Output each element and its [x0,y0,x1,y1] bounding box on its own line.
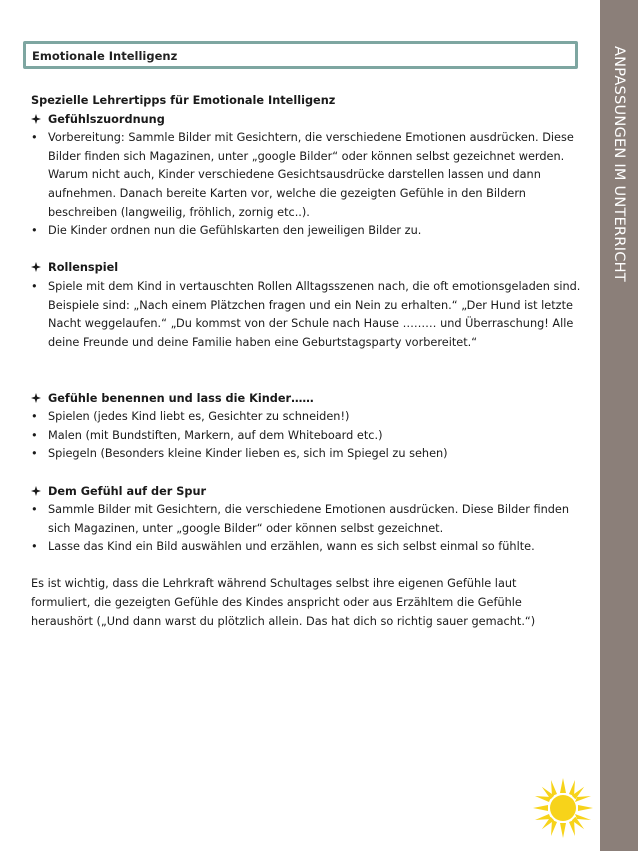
section-heading-gefuehle-benennen [31,390,586,409]
section-heading-dem-gefuehl-auf-der-spur [31,483,586,502]
list-item-text: Malen (mit Bundstiften, Markern, auf dem Whiteboard etc.) [48,428,383,442]
section-title: Gefühle benennen und lass die Kinder…… [48,391,314,405]
list-item-text: Spielen (jedes Kind liebt es, Gesichter zu schneiden!) [48,410,350,424]
sidebar-title: ANPASSUNGEN IM UNTERRICHT [611,46,628,282]
bullet-dot: • [31,503,38,517]
bullet-dot: • [31,410,38,424]
list-item [31,222,586,241]
list-item [31,278,586,371]
document-body [31,92,586,631]
section-title: Rollenspiel [48,261,119,275]
spacer [31,557,586,576]
diamond-bullet-icon [31,111,45,130]
list-item [31,129,586,222]
list-item [31,408,586,427]
bullet-dot: • [31,540,38,554]
spacer [31,371,586,390]
list-item [31,427,586,446]
list-item [31,445,586,464]
list-item-text: Spiele mit dem Kind in vertauschten Rollen Alltagsszenen nach, die oft emotionsgeladen sind. Beispiele sind: „Nach einem Plätzchen fragen und ein Nein zu erhalten.“ „Der Hund ist letzte Nacht weggelaufen.“ „Du kommst von der Schule nach Hause ……… und Überraschung! Alle deine Freunde und deine Familie haben eine Geburtstagsparty vorbereitet.“ [48,279,581,349]
list-item-text: Spiegeln (Besonders kleine Kinder lieben es, sich im Spiegel zu sehen) [48,447,448,461]
sidebar [600,0,638,851]
sidebar-title-wrap [600,0,638,851]
spacer [31,241,586,260]
section-heading-gefuehlszuordnung [31,111,586,130]
closing-paragraph: Es ist wichtig, dass die Lehrkraft während Schultages selbst ihre eigenen Gefühle laut formuliert, die gezeigten Gefühle des Kindes anspricht oder aus Erzähltem die Gefühle heraushört („Und dann warst du plötzlich allein. Das hat dich so richtig sauer gemacht.“) [31,577,536,628]
section-heading-rollenspiel [31,259,586,278]
bullet-dot: • [31,131,38,145]
section-title: Gefühlszuordnung [48,112,165,126]
main-heading: Spezielle Lehrertipps für Emotionale Intelligenz [31,94,336,107]
section-title: Dem Gefühl auf der Spur [48,484,207,498]
list-item-text: Sammle Bilder mit Gesichtern, die verschiedene Emotionen ausdrücken. Diese Bilder finden sich Magazinen, unter „google Bilder“ oder können selbst gezeichnet. [48,503,570,535]
sun-logo-icon [531,776,595,840]
page-title: Emotionale Intelligenz [32,49,178,63]
bullet-dot: • [31,224,38,238]
diamond-bullet-icon [31,483,45,502]
list-item [31,501,586,538]
list-item [31,538,586,557]
list-item-text: Vorbereitung: Sammle Bilder mit Gesichtern, die verschiedene Emotionen ausdrücken. Diese Bilder finden sich Magazinen, unter „google Bilder“ oder können selbst gezeichnet werden. Warum nicht auch, Kinder verschiedene Gesichtsausdrücke darstellen lassen und dann aufnehmen. Danach bereite Karten vor, welche die gezeigten Gefühle in den Bildern beschreiben (langweilig, fröhlich, zornig etc..). [48,131,574,219]
diamond-bullet-icon [31,259,45,278]
diamond-bullet-icon [31,390,45,409]
title-box [23,41,578,69]
list-item-text: Die Kinder ordnen nun die Gefühlskarten den jeweiligen Bilder zu. [48,224,422,238]
list-item-text: Lasse das Kind ein Bild auswählen und erzählen, wann es sich selbst einmal so fühlte. [48,540,535,554]
bullet-dot: • [31,428,38,442]
bullet-dot: • [31,447,38,461]
bullet-dot: • [31,279,38,293]
spacer [31,464,586,483]
